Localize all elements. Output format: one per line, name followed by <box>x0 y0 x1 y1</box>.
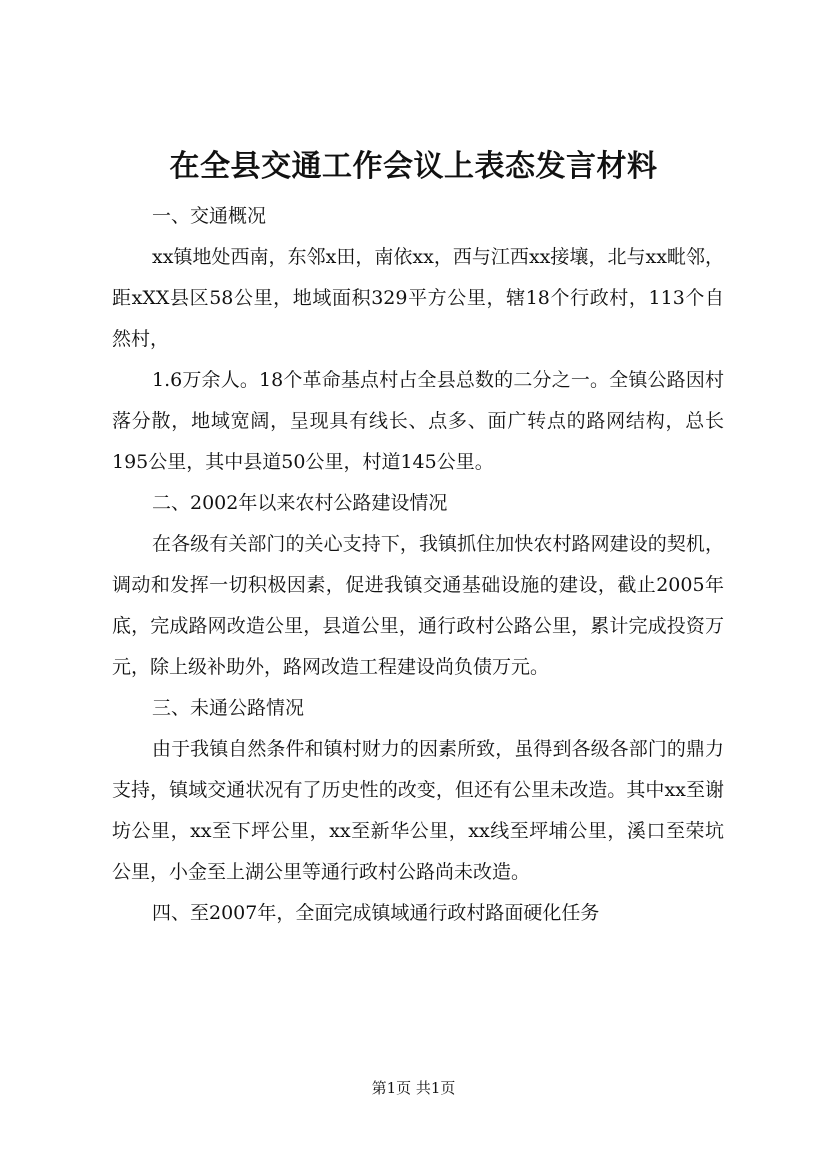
section-heading-3: 三、未通公路情况 <box>152 697 305 719</box>
page-number-footer: 第1页 共1页 <box>371 1079 456 1097</box>
section-heading-4: 四、至2007年，全面完成镇域通行政村路面硬化任务 <box>152 902 600 924</box>
paragraph-4: 由于我镇自然条件和镇村财力的因素所致，虽得到各级各部门的鼎力支持，镇域交通状况有了历史性的改变，但还有公里未改造。其中xx至谢坊公里，xx至下坪公里，xx至新华公里，xx线至坪埔公里，溪口至荣坑公里，小金至上湖公里等通行政村公路尚未改造。 <box>112 738 724 883</box>
section-heading-2: 二、2002年以来农村公路建设情况 <box>152 492 448 514</box>
document-body <box>112 196 724 934</box>
paragraph-1: xx镇地处西南，东邻x田，南依xx，西与江西xx接壤，北与xx毗邻，距xXX县区58公里，地域面积329平方公里，辖18个行政村，113个自然村， <box>112 246 724 350</box>
document-title: 在全县交通工作会议上表态发言材料 <box>169 149 658 184</box>
paragraph-2: 1.6万余人。18个革命基点村占全县总数的二分之一。全镇公路因村落分散，地域宽阔，呈现具有线长、点多、面广转点的路网结构，总长195公里，其中县道50公里，村道145公里。 <box>112 369 724 473</box>
paragraph-3: 在各级有关部门的关心支持下，我镇抓住加快农村路网建设的契机，调动和发挥一切积极因素，促进我镇交通基础设施的建设，截止2005年底，完成路网改造公里，县道公里，通行政村公路公里，累计完成投资万元，除上级补助外，路网改造工程建设尚负债万元。 <box>112 533 724 678</box>
section-heading-1: 一、交通概况 <box>152 205 267 227</box>
